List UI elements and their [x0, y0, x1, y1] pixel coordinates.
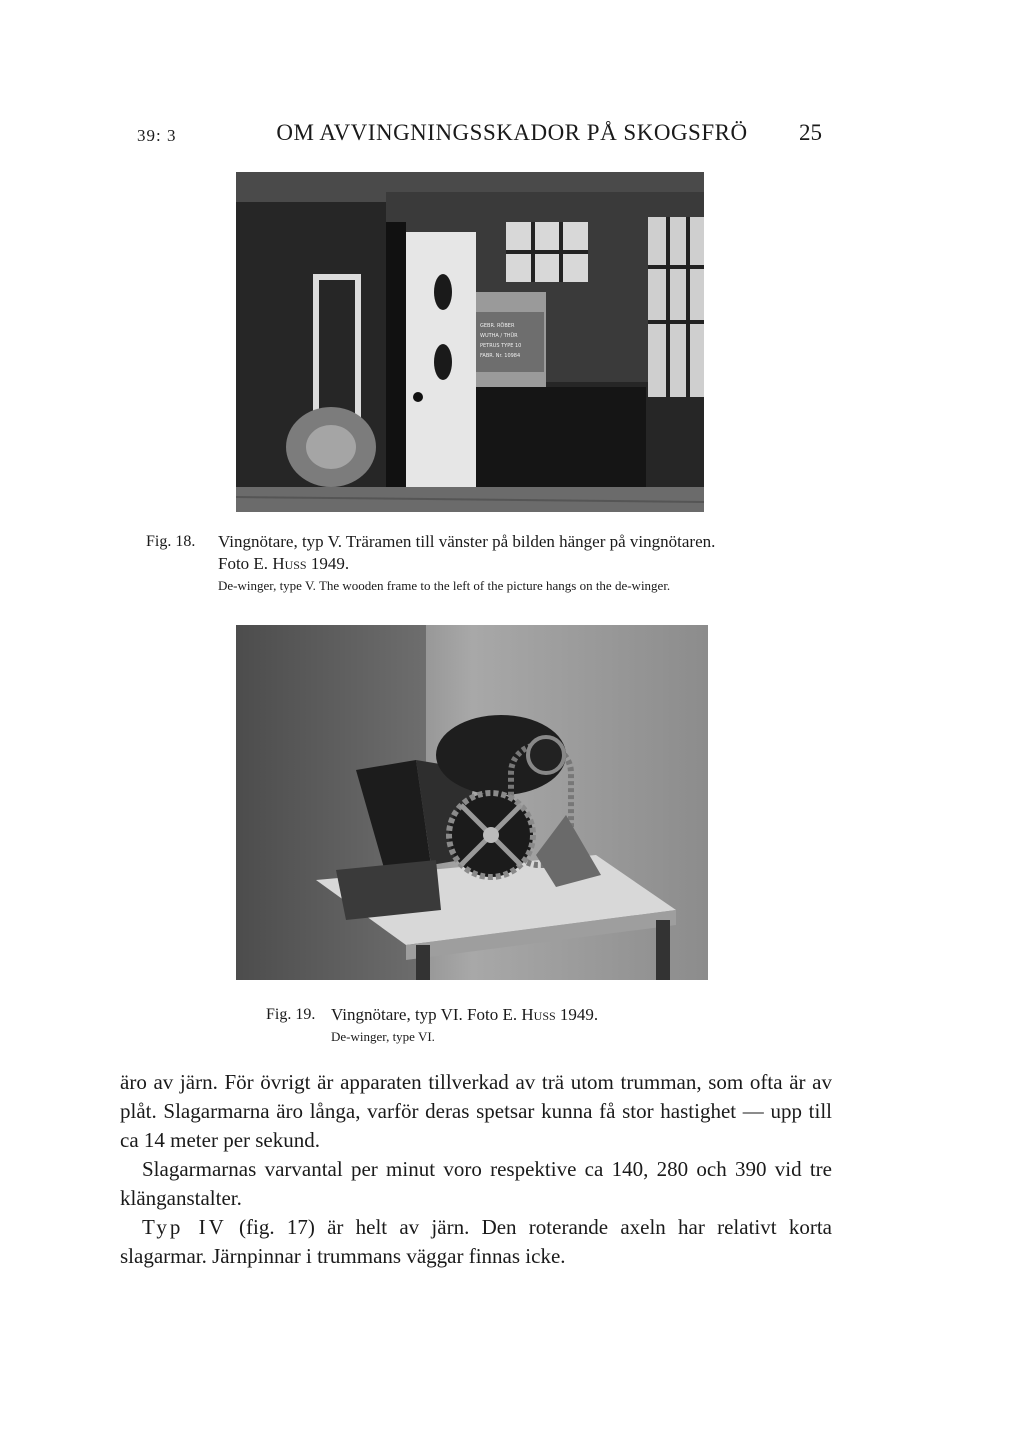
paragraph-3-type-label: Typ IV — [142, 1215, 227, 1239]
figure-18-foto-prefix: Foto E. — [218, 554, 269, 573]
plate-text-4: FABR. Nr. 10984 — [480, 353, 521, 359]
figure-18-label: Fig. 18. — [146, 533, 196, 550]
figure-18-caption-sv-line1: Vingnötare, typ V. Träramen till vänster på bilden hänger på vingnötaren. — [218, 532, 716, 551]
figure-18-year: 1949. — [310, 554, 350, 573]
plate-text-1: GEBR. RÖBER — [480, 323, 515, 329]
paragraph-2: Slagarmarnas varvantal per minut voro respektive ca 140, 280 och 390 vid tre klänganstalter. — [120, 1157, 832, 1210]
figure-18-photographer: Huss — [272, 554, 307, 573]
figure-18-caption-en: De-winger, type V. The wooden frame to the left of the picture hangs on the de-winger. — [218, 578, 671, 593]
paragraph-3-text: (fig. 17) är helt av järn. Den roterande axeln har relativt korta slagarmar. Järnpinnar i trummans väggar finnas icke. — [120, 1215, 832, 1268]
figure-19-caption-en: De-winger, type VI. — [331, 1029, 435, 1044]
figure-18-caption-sv-line2 — [218, 553, 349, 575]
paragraph-1: äro av järn. För övrigt är apparaten tillverkad av trä utom trumman, som ofta är av plåt. Slagarmarna äro långa, varför deras spetsar kunna få stor hastighet — upp till ca 14 meter per sekund. — [120, 1070, 832, 1152]
page-number: 25 — [799, 120, 822, 145]
figure-19-year: 1949. — [559, 1005, 599, 1024]
paragraph-3 — [120, 1213, 832, 1271]
plate-text-3: PETRUS TYPE 10 — [480, 343, 522, 349]
figure-19-photographer: Huss — [521, 1005, 556, 1024]
figure-19-caption-prefix: Vingnötare, typ VI. Foto E. — [331, 1005, 518, 1024]
running-title: OM AVVINGNINGSSKADOR PÅ SKOGSFRÖ — [276, 120, 748, 145]
plate-text-2: WUTHA / THÜR — [480, 333, 518, 339]
figure-18-photo — [236, 172, 704, 512]
figure-19-photo — [236, 625, 708, 980]
header-volume: 39: 3 — [137, 126, 177, 145]
figure-19-caption-sv — [331, 1004, 598, 1026]
body-text — [120, 1068, 832, 1271]
figure-19-label: Fig. 19. — [266, 1006, 316, 1023]
